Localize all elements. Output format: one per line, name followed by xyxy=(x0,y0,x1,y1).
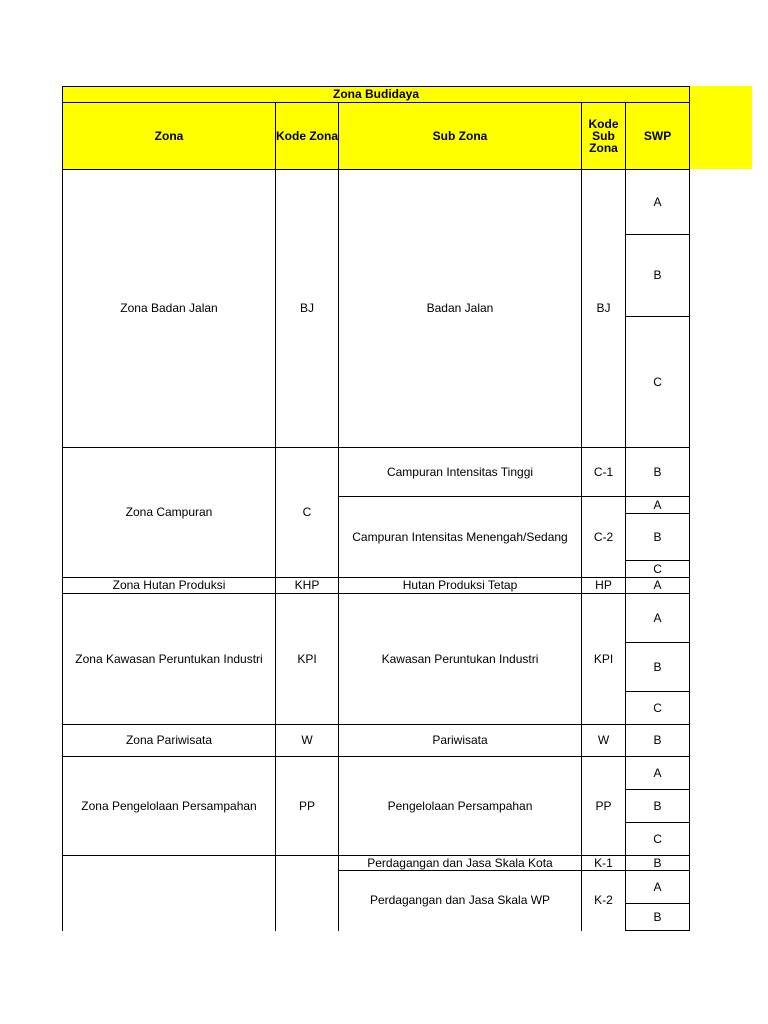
table-title: Zona Budidaya xyxy=(63,87,690,103)
swp-cell: A xyxy=(626,170,690,235)
swp-cell: A xyxy=(626,497,690,514)
swp-cell: B xyxy=(626,725,690,757)
swp-cell: C xyxy=(626,317,690,448)
sub-zona-cell: Perdagangan dan Jasa Skala Kota xyxy=(339,856,582,871)
kode-sub-zona-cell: K-1 xyxy=(582,856,626,871)
swp-cell: A xyxy=(626,594,690,643)
zona-cell: Zona Pengelolaan Persampahan xyxy=(63,757,276,856)
sub-zona-cell: Kawasan Peruntukan Industri xyxy=(339,594,582,725)
swp-cell: A xyxy=(626,871,690,904)
header-zona: Zona xyxy=(63,103,276,170)
kode-sub-zona-cell: C-2 xyxy=(582,497,626,578)
kode-sub-zona-cell: C-1 xyxy=(582,448,626,497)
table-row xyxy=(63,448,690,497)
table-row xyxy=(63,757,690,790)
kode-sub-zona-cell: K-2 xyxy=(582,871,626,931)
sub-zona-cell: Hutan Produksi Tetap xyxy=(339,578,582,594)
table-row xyxy=(63,594,690,643)
kode-zona-cell: BJ xyxy=(276,170,339,448)
swp-cell: B xyxy=(626,790,690,823)
sub-zona-cell: Campuran Intensitas Tinggi xyxy=(339,448,582,497)
table-row xyxy=(63,578,690,594)
header-highlight-extension xyxy=(688,86,752,169)
sub-zona-cell: Perdagangan dan Jasa Skala WP xyxy=(339,871,582,931)
kode-zona-cell: KPI xyxy=(276,594,339,725)
swp-cell: A xyxy=(626,757,690,790)
kode-sub-zona-cell: KPI xyxy=(582,594,626,725)
swp-cell: C xyxy=(626,561,690,578)
kode-zona-cell: C xyxy=(276,448,339,578)
swp-cell: B xyxy=(626,856,690,871)
table-row xyxy=(63,170,690,235)
kode-sub-zona-cell: W xyxy=(582,725,626,757)
swp-cell: B xyxy=(626,235,690,317)
kode-zona-cell: PP xyxy=(276,757,339,856)
swp-cell: B xyxy=(626,448,690,497)
header-kode-zona: Kode Zona xyxy=(276,103,339,170)
sub-zona-cell: Campuran Intensitas Menengah/Sedang xyxy=(339,497,582,578)
kode-zona-cell: KHP xyxy=(276,578,339,594)
sub-zona-cell: Badan Jalan xyxy=(339,170,582,448)
zona-cell: Zona Hutan Produksi xyxy=(63,578,276,594)
table-row xyxy=(63,725,690,757)
zona-cell: Zona Campuran xyxy=(63,448,276,578)
swp-cell: C xyxy=(626,692,690,725)
swp-cell: B xyxy=(626,904,690,931)
swp-cell: B xyxy=(626,514,690,561)
table-row xyxy=(63,856,690,871)
sub-zona-cell: Pariwisata xyxy=(339,725,582,757)
zona-cell: Zona Kawasan Peruntukan Industri xyxy=(63,594,276,725)
kode-sub-zona-cell: BJ xyxy=(582,170,626,448)
header-sub-zona: Sub Zona xyxy=(339,103,582,170)
kode-sub-zona-cell: PP xyxy=(582,757,626,856)
swp-cell: B xyxy=(626,643,690,692)
header-kode-sub-zona: Kode Sub Zona xyxy=(582,103,626,170)
sub-zona-cell: Pengelolaan Persampahan xyxy=(339,757,582,856)
zona-budidaya-table xyxy=(62,86,690,931)
zona-cell xyxy=(63,856,276,931)
zona-cell: Zona Pariwisata xyxy=(63,725,276,757)
swp-cell: C xyxy=(626,823,690,856)
kode-sub-zona-cell: HP xyxy=(582,578,626,594)
swp-cell: A xyxy=(626,578,690,594)
kode-zona-cell xyxy=(276,856,339,931)
kode-zona-cell: W xyxy=(276,725,339,757)
header-swp: SWP xyxy=(626,103,690,170)
zona-cell: Zona Badan Jalan xyxy=(63,170,276,448)
